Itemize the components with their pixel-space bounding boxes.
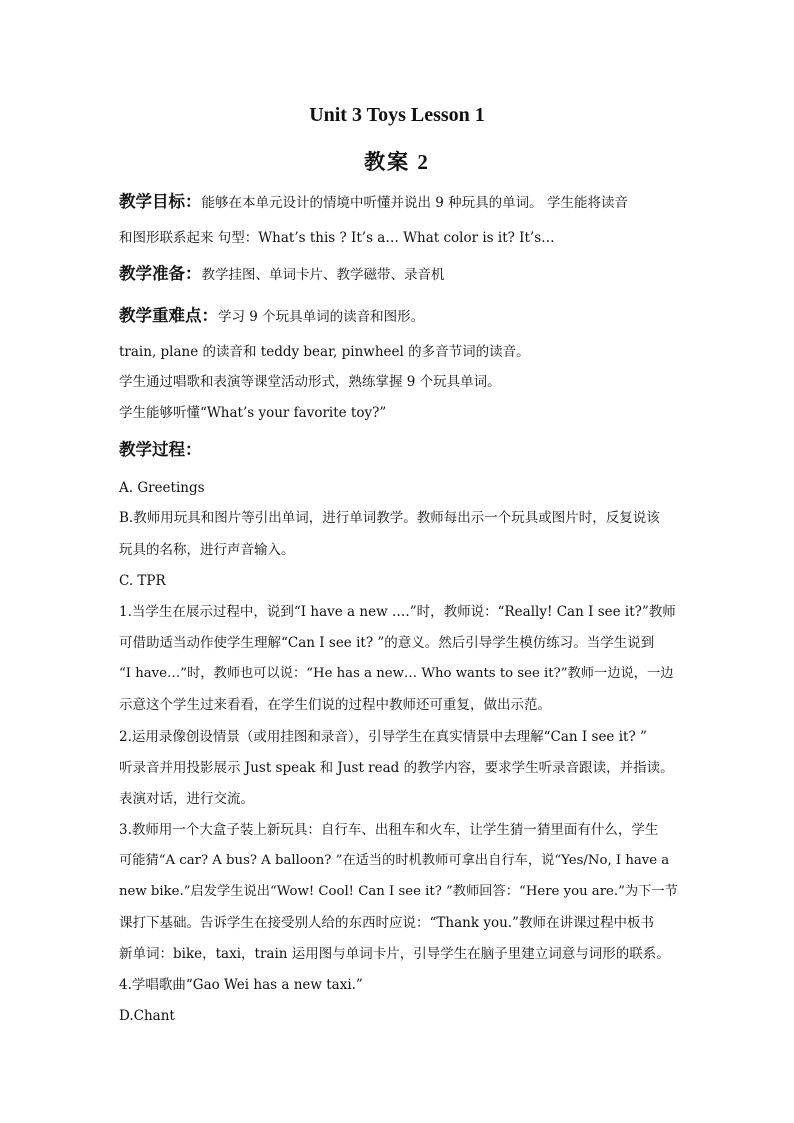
process-line: 示意这个学生过来看看，在学生们说的过程中教师还可重复，做出示范。 [119, 697, 551, 713]
objectives-heading: 教学目标： [119, 192, 202, 211]
document-title: Unit 3 Toys Lesson 1 [309, 104, 485, 126]
process-line: 2.运用录像创设情景（或用挂图和录音），引导学生在真实情景中去理解“Can I see it? ” [119, 729, 647, 745]
process-line: 4.学唱歌曲“Gao Wei has a new taxi.” [119, 977, 363, 993]
key-points-line: 学生能够听懂“What’s your favorite toy?” [119, 405, 387, 421]
objectives-line-2: 和图形联系起来 句型：What’s this ? It’s a… What color is it? It’s… [119, 230, 555, 246]
process-line: new bike.”启发学生说出“Wow! Cool! Can I see it? ”教师回答：“Here you are.”为下一节 [119, 884, 678, 899]
process-line: D.Chant [119, 1008, 175, 1024]
process-line: 听录音并用投影展示 Just speak 和 Just read 的教学内容，要求学生听录音跟读，并指读。 [119, 760, 674, 776]
process-line: 课打下基础。告诉学生在接受别人给的东西时应说：“Thank you.”教师在讲课过程中板书 [119, 915, 654, 931]
process-line: 新单词：bike，taxi，train 运用图与单词卡片，引导学生在脑子里建立词意与词形的联系。 [119, 946, 670, 962]
process-line: C. TPR [119, 573, 166, 589]
process-line: “I have…”时，教师也可以说：“He has a new… Who wants to see it?”教师一边说，一边 [119, 666, 674, 681]
key-points-heading: 教学重难点： [119, 306, 218, 325]
process-heading: 教学过程： [119, 440, 202, 459]
key-points-paragraph [119, 306, 679, 327]
key-points-line: 学生通过唱歌和表演等课堂活动形式，熟练掌握 9 个玩具单词。 [119, 374, 501, 390]
document-subtitle: 教案 2 [364, 150, 430, 174]
preparation-heading: 教学准备： [119, 264, 202, 283]
objectives-line-1: 能够在本单元设计的情境中听懂并说出 9 种玩具的单词。 学生能将读音 [201, 195, 628, 211]
process-line: 可借助适当动作使学生理解“Can I see it? ”的意义。然后引导学生模仿练习。当学生说到 [119, 635, 655, 651]
process-line: B.教师用玩具和图片等引出单词，进行单词教学。教师每出示一个玩具或图片时，反复说该 [119, 510, 660, 526]
key-points-text: 学习 9 个玩具单词的读音和图形。 [218, 309, 425, 325]
preparation-paragraph [119, 264, 679, 285]
objectives-paragraph [119, 192, 679, 213]
process-line: 3.教师用一个大盒子装上新玩具：自行车、出租车和火车，让学生猜一猜里面有什么，学生 [119, 822, 659, 838]
preparation-text: 教学挂图、单词卡片、教学磁带、录音机 [201, 267, 445, 283]
process-line: 玩具的名称，进行声音输入。 [119, 542, 295, 558]
process-line: 1.当学生在展示过程中，说到“I have a new ….”时，教师说：“Really! Can I see it?”教师 [119, 604, 676, 620]
process-line: A. Greetings [119, 480, 205, 496]
key-points-line: train, plane 的读音和 teddy bear, pinwheel 的多音节词的读音。 [119, 344, 530, 360]
process-line: 可能猜“A car? A bus? A balloon? ”在适当的时机教师可拿出自行车，说“Yes/No, I have a [119, 853, 670, 868]
process-line: 表演对话，进行交流。 [119, 791, 254, 807]
